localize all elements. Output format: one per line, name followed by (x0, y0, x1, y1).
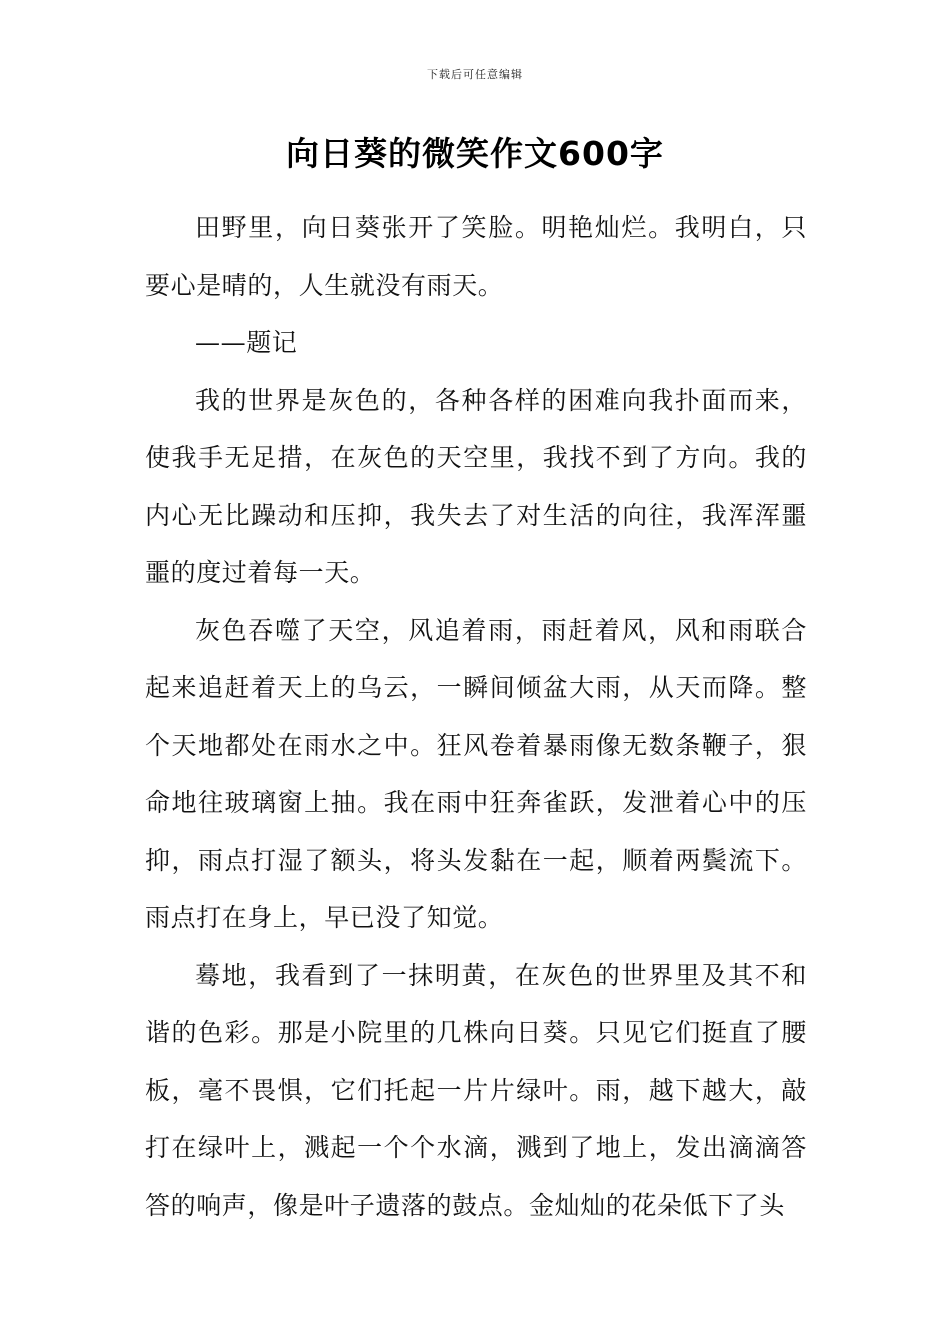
paragraph-intro: 田野里，向日葵张开了笑脸。明艳灿烂。我明白，只要心是晴的，人生就没有雨天。 (145, 213, 807, 300)
document-body (145, 199, 807, 1234)
header-note: 下载后可任意编辑 (427, 68, 523, 81)
document-title: 向日葵的微笑作文600字 (286, 134, 664, 173)
paragraph-gray-world: 我的世界是灰色的，各种各样的困难向我扑面而来，使我手无足措，在灰色的天空里，我找不到了方向。我的内心无比躁动和压抑，我失去了对生活的向往，我浑浑噩噩的度过着每一天。 (145, 385, 807, 587)
paragraph-sunflowers: 蓦地，我看到了一抹明黄，在灰色的世界里及其不和谐的色彩。那是小院里的几株向日葵。只见它们挺直了腰板，毫不畏惧，它们托起一片片绿叶。雨，越下越大，敲打在绿叶上，溅起一个个水滴，溅到了地上，发出滴滴答答的响声，像是叶子遗落的鼓点。金灿灿的花朵低下了头 (145, 960, 807, 1220)
paragraph-rainstorm: 灰色吞噬了天空，风追着雨，雨赶着风，风和雨联合起来追赶着天上的乌云，一瞬间倾盆大雨，从天而降。整个天地都处在雨水之中。狂风卷着暴雨像无数条鞭子，狠命地往玻璃窗上抽。我在雨中狂奔雀跃，发泄着心中的压抑，雨点打湿了额头，将头发黏在一起，顺着两鬓流下。雨点打在身上，早已没了知觉。 (145, 615, 807, 932)
paragraph-epigraph-note: ——题记 (195, 328, 298, 357)
